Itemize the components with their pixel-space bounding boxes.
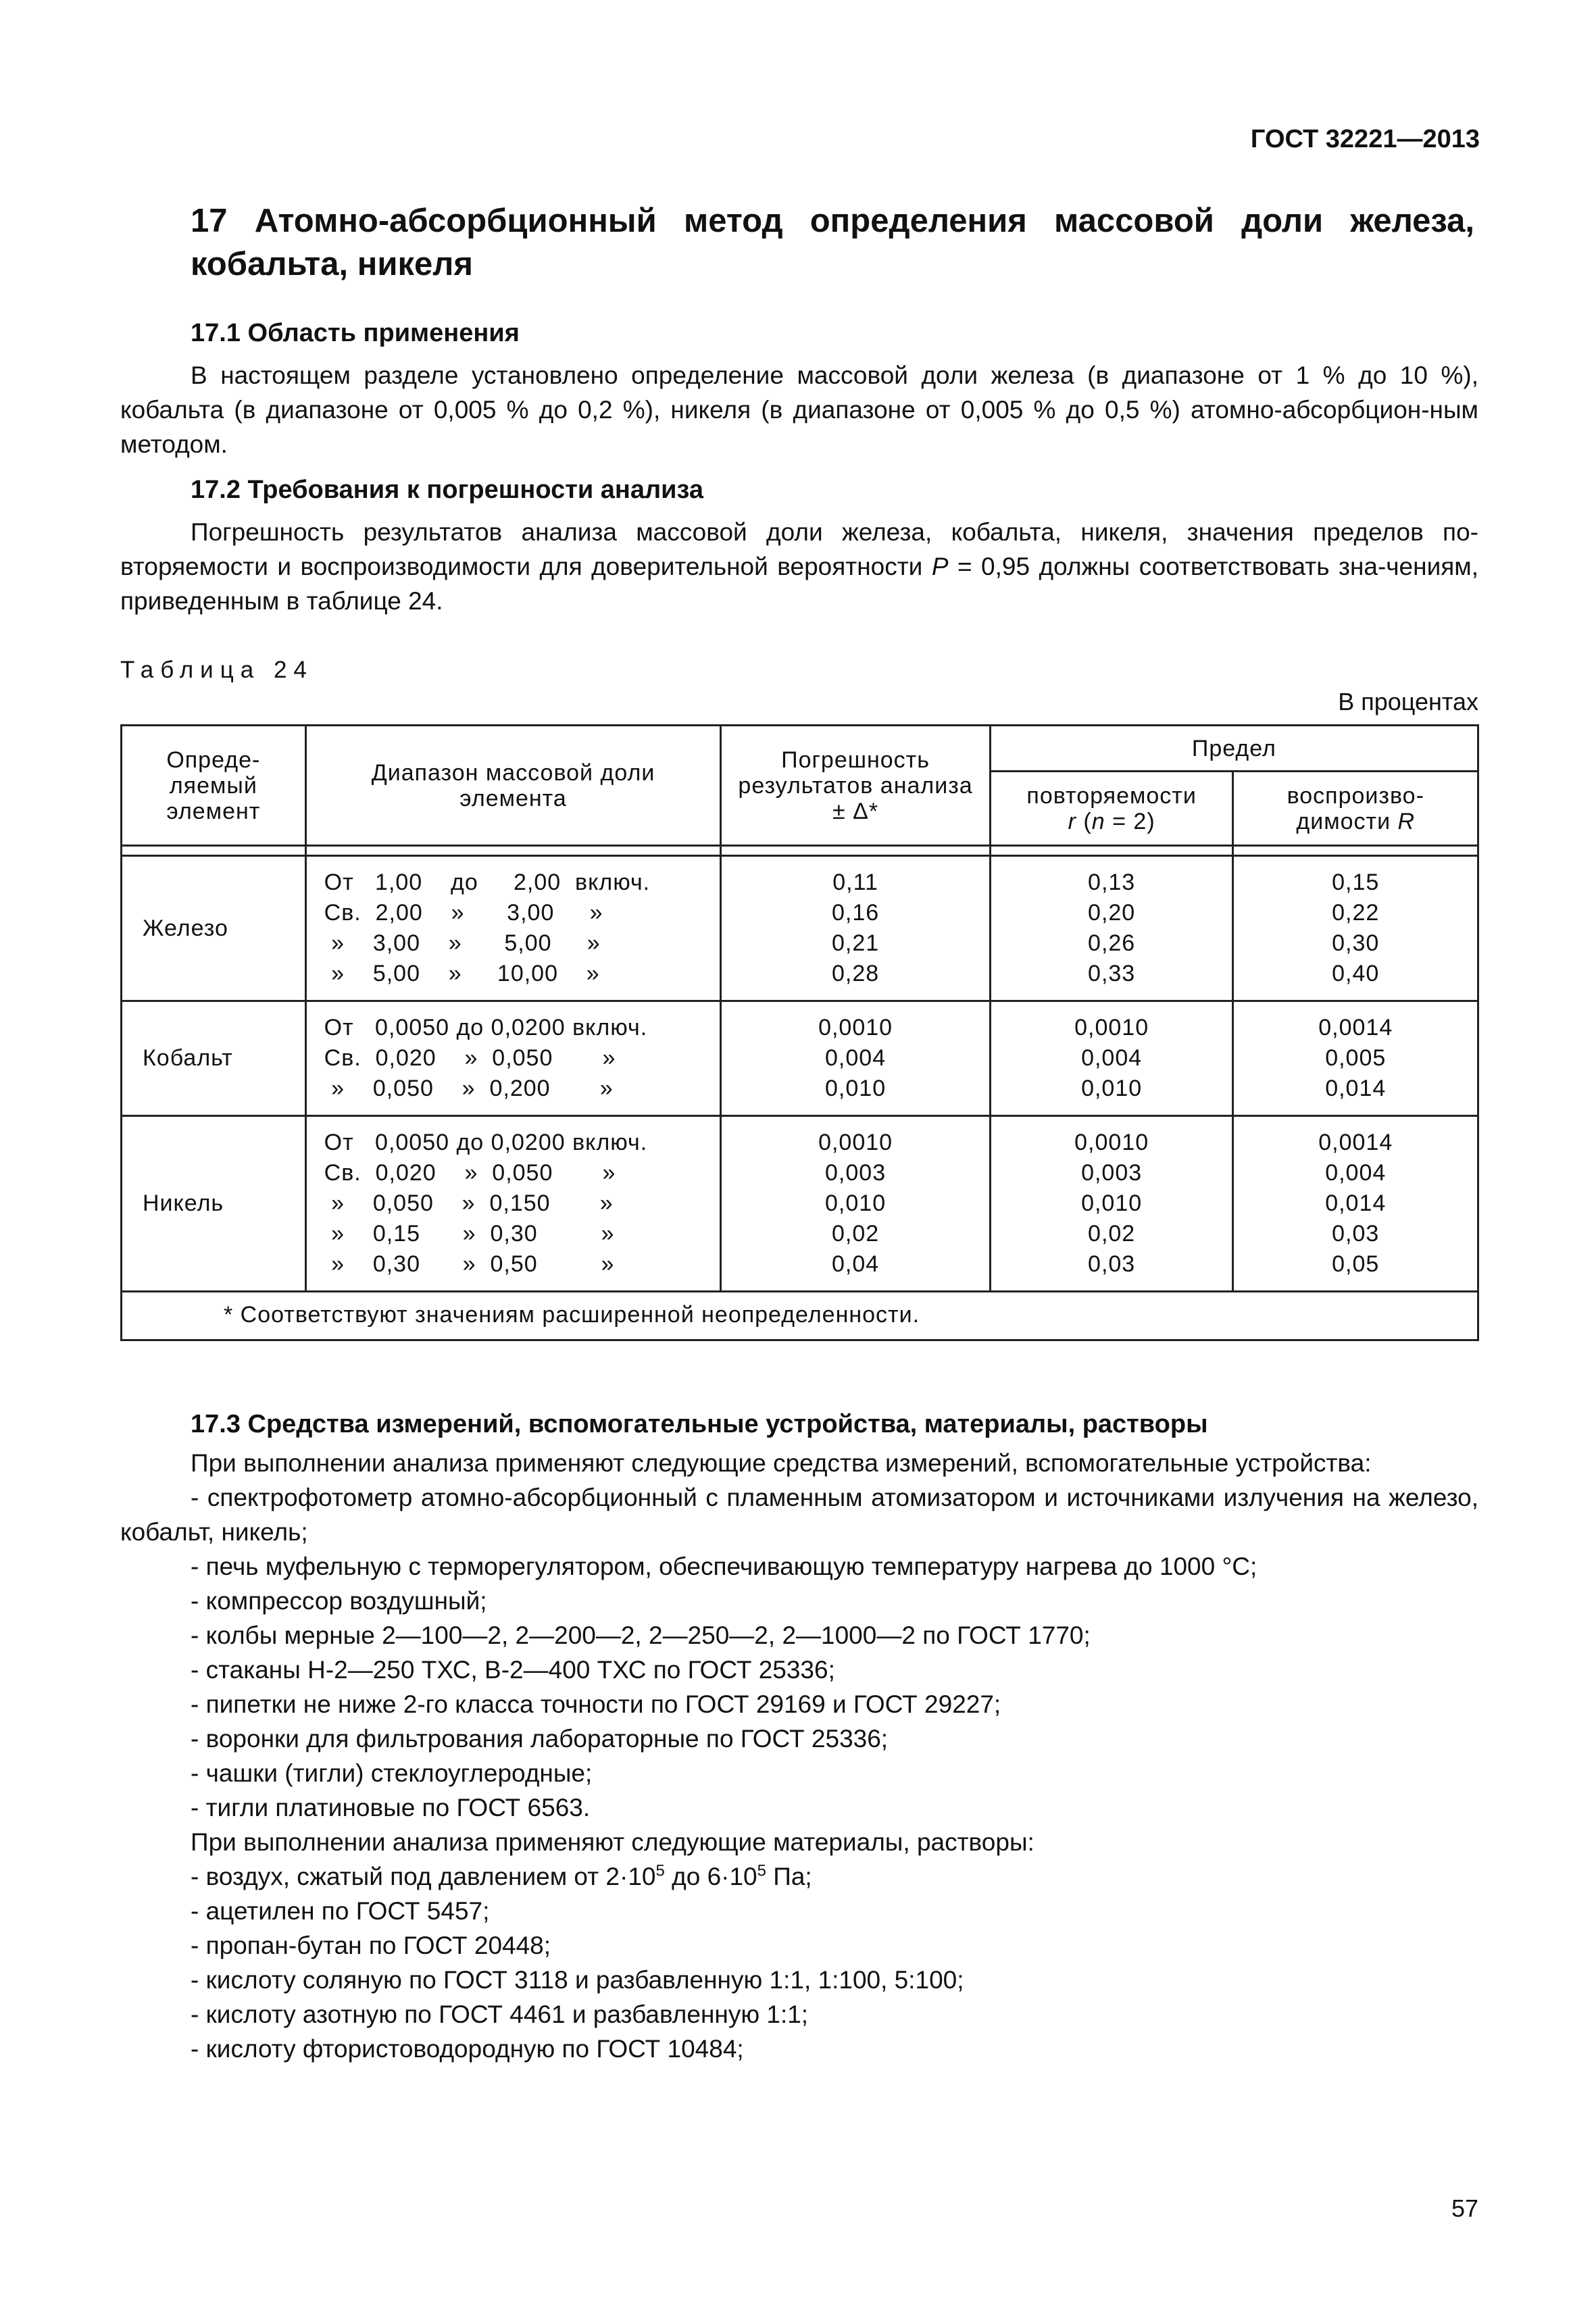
- material-item: - кислоту соляную по ГОСТ 3118 и разбавленную 1:1, 1:100, 5:100;: [191, 1966, 964, 1994]
- separator-cell: [122, 846, 306, 856]
- table-footnote: * Соответствуют значениям расширенной неопределенности.: [122, 1292, 1478, 1340]
- reproducibility-cell-value: 0,15: [1332, 870, 1380, 895]
- material-item: - пропан-бутан по ГОСТ 20448;: [191, 1932, 551, 1959]
- air-exponent-1: 5: [655, 1861, 665, 1880]
- subsection-17-1-heading: 17.1 Область применения: [191, 319, 520, 347]
- repeatability-cell: [990, 1001, 1233, 1116]
- equipment-list: [120, 1480, 1478, 1825]
- header-separator-row: [122, 846, 1478, 856]
- range-cell-value: » 0,050 » 0,150 »: [324, 1190, 614, 1216]
- equipment-item: - колбы мерные 2—100—2, 2—200—2, 2—250—2, 2—1000—2 по ГОСТ 1770;: [191, 1621, 1091, 1649]
- reproducibility-label: воспроизво-: [1287, 782, 1424, 809]
- repeatability-cell-value: 0,26: [1088, 930, 1136, 956]
- table-row: [122, 856, 1478, 1001]
- equipment-item: - пипетки не ниже 2-го класса точности по ГОСТ 29169 и ГОСТ 29227;: [191, 1690, 1001, 1718]
- reproducibility-cell-value: 0,03: [1332, 1221, 1380, 1247]
- range-cell-value: » 0,050 » 0,200 »: [324, 1076, 614, 1101]
- repeatability-cell-value: 0,33: [1088, 961, 1136, 986]
- probability-symbol: P: [931, 553, 949, 580]
- range-cell-value: » 0,30 » 0,50 »: [324, 1251, 615, 1277]
- col-header-error-text: Погрешность результатов анализа ± Δ*: [738, 747, 973, 824]
- range-cell: [305, 856, 721, 1001]
- page-number: 57: [1451, 2194, 1478, 2222]
- range-cell-value: » 3,00 » 5,00 »: [324, 930, 601, 956]
- subsection-17-1-text: [120, 358, 1478, 461]
- element-name-cell: Никель: [122, 1116, 306, 1292]
- range-cell-value: От 1,00 до 2,00 включ.: [324, 870, 651, 895]
- reproducibility-cell: [1233, 856, 1478, 1001]
- error-cell-value: 0,004: [825, 1045, 887, 1071]
- subsection-17-1-body: В настоящем разделе установлено определение массовой доли железа (в диапазоне от 1 % до 10 %), кобальта (в диапазоне от 0,005 % до 0,2 %), никеля (в диапазоне от 0,005 % до 0,5 %) атомно-абсорбцион-ным методом.: [120, 361, 1478, 458]
- range-cell: [305, 1001, 721, 1116]
- footnote-row: [122, 1292, 1478, 1340]
- section-title: [191, 199, 1474, 286]
- error-cell: [721, 856, 990, 1001]
- standard-code-header: ГОСТ 32221—2013: [1250, 125, 1480, 153]
- repeatability-cell-value: 0,004: [1081, 1045, 1143, 1071]
- range-cell-value: » 0,15 » 0,30 »: [324, 1221, 615, 1247]
- reproducibility-cell: [1233, 1116, 1478, 1292]
- reproducibility-cell-value: 0,0014: [1318, 1130, 1393, 1155]
- reproducibility-cell: [1233, 1001, 1478, 1116]
- error-cell-value: 0,0010: [818, 1130, 893, 1155]
- error-cell-value: 0,16: [831, 900, 880, 926]
- equipment-item: - спектрофотометр атомно-абсорбционный с пламенным атомизатором и источниками излучения на железо, кобальт, никель;: [120, 1484, 1478, 1546]
- section-title-line1: 17 Атомно-абсорбционный метод определения массовой доли железа,: [191, 203, 1474, 239]
- error-cell-value: 0,11: [832, 870, 878, 895]
- repeatability-label: повторяемости: [1026, 782, 1197, 809]
- range-cell-value: » 5,00 » 10,00 »: [324, 961, 600, 986]
- error-cell-value: 0,003: [825, 1160, 887, 1186]
- col-header-error: [721, 726, 990, 846]
- reproducibility-cell-value: 0,014: [1325, 1190, 1387, 1216]
- equipment-item: - воронки для фильтрования лабораторные по ГОСТ 25336;: [191, 1725, 889, 1753]
- separator-cell: [721, 846, 990, 856]
- air-text-pre: - воздух, сжатый под давлением от 2·10: [191, 1863, 656, 1890]
- col-header-repeatability: [990, 772, 1233, 846]
- element-name-cell: Кобальт: [122, 1001, 306, 1116]
- repeatability-symbol: r: [1068, 808, 1076, 834]
- col-header-range: [305, 726, 721, 846]
- subsection-17-2-heading: 17.2 Требования к погрешности анализа: [191, 476, 703, 504]
- repeatability-cell-value: 0,010: [1081, 1076, 1143, 1101]
- error-cell-value: 0,010: [825, 1076, 887, 1101]
- reproducibility-cell-value: 0,014: [1325, 1076, 1387, 1101]
- col-header-limit: Предел: [990, 726, 1478, 772]
- subsection-17-2-body-post: = 0,95 должны соответствовать зна-чениям, приведенным в таблице 24.: [120, 553, 1478, 615]
- reproducibility-cell-value: 0,22: [1332, 900, 1380, 926]
- table-unit-note: В процентах: [1338, 688, 1478, 715]
- air-text-mid: до 6·10: [664, 1863, 757, 1890]
- error-cell-value: 0,010: [825, 1190, 887, 1216]
- repeatability-cell-value: 0,20: [1088, 900, 1136, 926]
- material-item: - ацетилен по ГОСТ 5457;: [191, 1897, 490, 1925]
- table-row: [122, 1001, 1478, 1116]
- air-text-post: Па;: [766, 1863, 812, 1890]
- separator-cell: [305, 846, 721, 856]
- error-cell-value: 0,02: [831, 1221, 880, 1247]
- results-table: [120, 724, 1479, 1341]
- material-item: - кислоту фтористоводородную по ГОСТ 10484;: [191, 2035, 744, 2063]
- separator-cell: [990, 846, 1233, 856]
- separator-cell: [1233, 846, 1478, 856]
- range-cell-value: Св. 0,020 » 0,050 »: [324, 1160, 616, 1186]
- table-body: [122, 856, 1478, 1292]
- subsection-17-3-heading: 17.3 Средства измерений, вспомогательные устройства, материалы, растворы: [191, 1410, 1208, 1438]
- repeatability-cell-value: 0,003: [1081, 1160, 1143, 1186]
- table-row: [122, 1116, 1478, 1292]
- col-header-element-text: Опреде- ляемый элемент: [166, 747, 261, 824]
- element-name-cell: Железо: [122, 856, 306, 1001]
- range-cell: [305, 1116, 721, 1292]
- range-cell-value: Св. 2,00 » 3,00 »: [324, 900, 603, 926]
- equipment-item: - тигли платиновые по ГОСТ 6563.: [191, 1794, 591, 1821]
- repeatability-paren: (: [1076, 808, 1092, 834]
- range-cell-value: Св. 0,020 » 0,050 »: [324, 1045, 616, 1071]
- repeatability-cell-value: 0,010: [1081, 1190, 1143, 1216]
- equipment-item: - компрессор воздушный;: [191, 1587, 487, 1615]
- repeatability-cell-value: 0,02: [1088, 1221, 1136, 1247]
- repeatability-cell: [990, 856, 1233, 1001]
- error-cell: [721, 1116, 990, 1292]
- reproducibility-symbol: R: [1397, 808, 1416, 834]
- reproducibility-cell-value: 0,40: [1332, 961, 1380, 986]
- subsection-17-2-body-pre: Погрешность результатов анализа массовой доли железа, кобальта, никеля, значения пределов по-вторяемости и воспроизводимости для доверительной вероятности: [120, 518, 1478, 580]
- equipment-intro: При выполнении анализа применяют следующие средства измерений, вспомогательные устройства:: [191, 1449, 1372, 1477]
- reproducibility-label-cont: димости: [1296, 808, 1398, 834]
- materials-intro: При выполнении анализа применяют следующие материалы, растворы:: [191, 1828, 1034, 1856]
- reproducibility-cell-value: 0,005: [1325, 1045, 1387, 1071]
- section-title-line2: кобальта, никеля: [191, 246, 473, 282]
- error-cell-value: 0,04: [831, 1251, 880, 1277]
- reproducibility-cell-value: 0,004: [1325, 1160, 1387, 1186]
- repeatability-n-value: = 2): [1105, 808, 1155, 834]
- repeatability-cell-value: 0,03: [1088, 1251, 1136, 1277]
- reproducibility-cell-value: 0,05: [1332, 1251, 1380, 1277]
- equipment-item: - стаканы Н-2—250 ТХС, В-2—400 ТХС по ГОСТ 25336;: [191, 1656, 835, 1684]
- repeatability-cell-value: 0,13: [1088, 870, 1136, 895]
- col-header-range-text: Диапазон массовой доли элемента: [371, 759, 655, 811]
- subsection-17-3-body: [120, 1446, 1478, 2066]
- subsection-17-2-text: [120, 515, 1478, 618]
- material-item-air: [120, 1859, 1478, 1894]
- air-exponent-2: 5: [757, 1861, 766, 1880]
- error-cell-value: 0,21: [831, 930, 880, 956]
- col-header-reproducibility: [1233, 772, 1478, 846]
- equipment-item: - чашки (тигли) стеклоуглеродные;: [191, 1759, 593, 1787]
- material-item: - кислоту азотную по ГОСТ 4461 и разбавленную 1:1;: [191, 2001, 809, 2028]
- repeatability-cell-value: 0,0010: [1074, 1130, 1149, 1155]
- error-cell: [721, 1001, 990, 1116]
- range-cell-value: От 0,0050 до 0,0200 включ.: [324, 1015, 648, 1040]
- materials-list: [120, 1894, 1478, 2066]
- table-caption: Таблица 24: [120, 657, 314, 683]
- reproducibility-cell-value: 0,30: [1332, 930, 1380, 956]
- repeatability-cell: [990, 1116, 1233, 1292]
- reproducibility-cell-value: 0,0014: [1318, 1015, 1393, 1040]
- col-header-element: [122, 726, 306, 846]
- error-cell-value: 0,0010: [818, 1015, 893, 1040]
- repeatability-cell-value: 0,0010: [1074, 1015, 1149, 1040]
- error-cell-value: 0,28: [831, 961, 880, 986]
- range-cell-value: От 0,0050 до 0,0200 включ.: [324, 1130, 648, 1155]
- repeatability-n-symbol: n: [1091, 808, 1105, 834]
- equipment-item: - печь муфельную с терморегулятором, обеспечивающую температуру нагрева до 1000 °С;: [191, 1553, 1257, 1580]
